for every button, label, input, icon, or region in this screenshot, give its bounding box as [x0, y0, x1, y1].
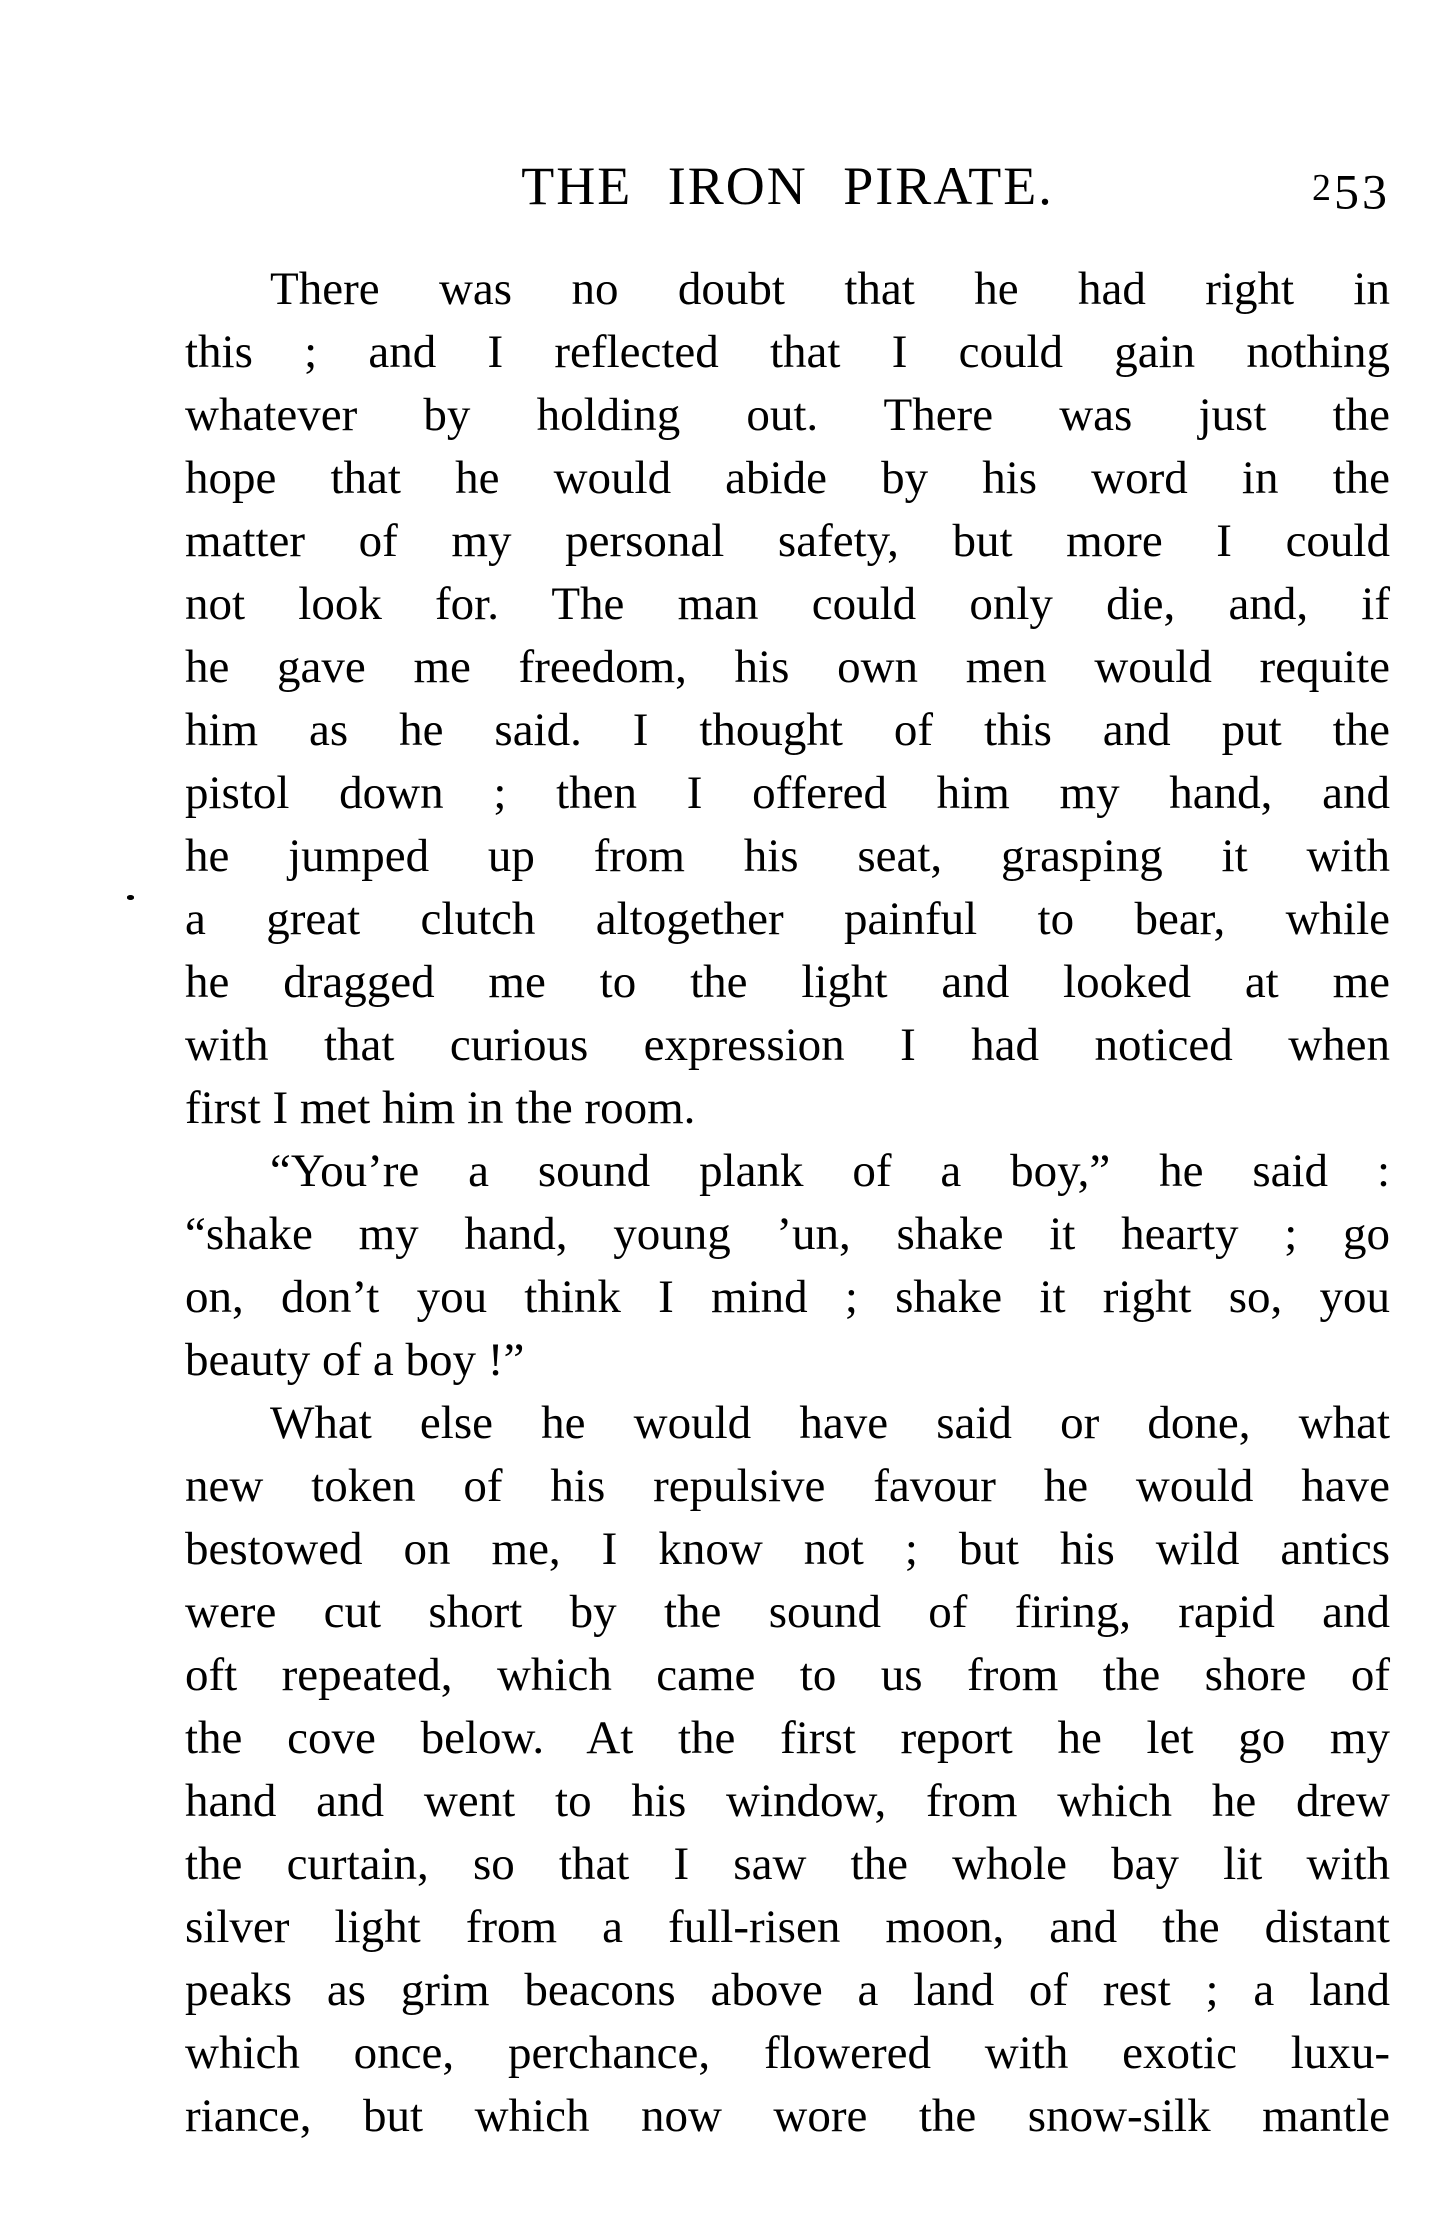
text-line: were cut short by the sound of firing, rapid and	[185, 1586, 1390, 1638]
text-line: which once, perchance, flowered with exotic luxu-	[185, 2027, 1390, 2079]
text-line: he dragged me to the light and looked at me	[185, 956, 1390, 1008]
page-title: THE IRON PIRATE.	[521, 156, 1054, 216]
text-line: matter of my personal safety, but more I could	[185, 515, 1390, 567]
text-line: the curtain, so that I saw the whole bay lit with	[185, 1838, 1390, 1890]
text-line: What else he would have said or done, what	[270, 1397, 1390, 1449]
text-line: riance, but which now wore the snow-silk mantle	[185, 2090, 1390, 2142]
scan-speck	[127, 895, 134, 900]
text-line: not look for. The man could only die, and, if	[185, 578, 1390, 630]
text-line: “You’re a sound plank of a boy,” he said :	[270, 1145, 1390, 1197]
text-line: hope that he would abide by his word in the	[185, 452, 1390, 504]
text-line: he gave me freedom, his own men would requite	[185, 641, 1390, 693]
text-line: him as he said. I thought of this and put the	[185, 704, 1390, 756]
page-number: 253	[1312, 163, 1390, 220]
text-line: silver light from a full-risen moon, and the distant	[185, 1901, 1390, 1953]
text-line: whatever by holding out. There was just the	[185, 389, 1390, 441]
text-line: bestowed on me, I know not ; but his wild antics	[185, 1523, 1390, 1575]
text-line: peaks as grim beacons above a land of rest ; a land	[185, 1964, 1390, 2016]
text-line: this ; and I reflected that I could gain nothing	[185, 326, 1390, 378]
text-line: “shake my hand, young ’un, shake it hearty ; go	[185, 1208, 1390, 1260]
text-line: on, don’t you think I mind ; shake it right so, you	[185, 1271, 1390, 1323]
text-line: oft repeated, which came to us from the shore of	[185, 1649, 1390, 1701]
text-line: hand and went to his window, from which he drew	[185, 1775, 1390, 1827]
text-line: first I met him in the room.	[185, 1082, 696, 1134]
text-line: beauty of a boy !”	[185, 1334, 525, 1386]
text-line: new token of his repulsive favour he would have	[185, 1460, 1390, 1512]
text-block	[185, 258, 1390, 2148]
text-line: he jumped up from his seat, grasping it with	[185, 830, 1390, 882]
page-header	[185, 155, 1390, 220]
text-line: There was no doubt that he had right in	[270, 263, 1390, 315]
text-line: with that curious expression I had noticed when	[185, 1019, 1390, 1071]
text-line: pistol down ; then I offered him my hand, and	[185, 767, 1390, 819]
text-line: the cove below. At the first report he let go my	[185, 1712, 1390, 1764]
text-line: a great clutch altogether painful to bear, while	[185, 893, 1390, 945]
